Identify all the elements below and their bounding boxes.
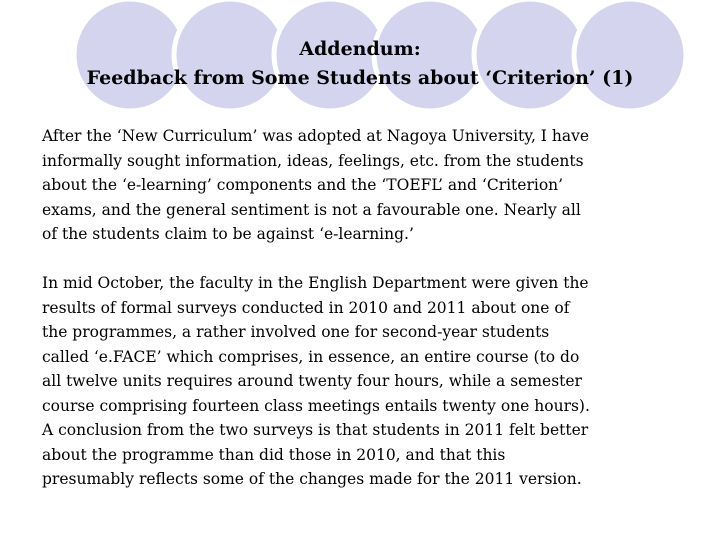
paragraph-line: presumably reflects some of the changes made for the 2011 version. xyxy=(42,470,582,488)
paragraph-line: After the ‘New Curriculum’ was adopted at Nagoya University, I have xyxy=(42,127,590,145)
paragraph-line: about the programme than did those in 2010, and that this xyxy=(42,445,506,464)
paragraph-line: about the ‘e-learning’ components and the ‘TOEFL’ and ‘Criterion’ xyxy=(42,176,564,194)
paragraph-2 xyxy=(42,271,692,492)
paragraph-line: exams, and the general sentiment is not a favourable one. Nearly all xyxy=(42,200,581,219)
paragraph-line: called ‘e.FACE’ which comprises, in essence, an entire course (to do xyxy=(42,347,580,366)
slide-title xyxy=(20,35,700,93)
title-line-2: Feedback from Some Students about ‘Criterion’ (1) xyxy=(86,67,634,89)
paragraph-line: results of formal surveys conducted in 2010 and 2011 about one of xyxy=(42,298,570,317)
paragraph-line: A conclusion from the two surveys is that students in 2011 felt better xyxy=(42,421,589,439)
paragraph-1 xyxy=(42,124,692,247)
title-line-1: Addendum: xyxy=(299,38,421,60)
paragraph-line: all twelve units requires around twenty four hours, while a semester xyxy=(42,372,582,390)
paragraph-line: In mid October, the faculty in the English Department were given the xyxy=(42,274,589,292)
paragraph-line: course comprising fourteen class meetings entails twenty one hours). xyxy=(42,396,590,415)
paragraph-line: informally sought information, ideas, feelings, etc. from the students xyxy=(42,151,584,170)
paragraph-line: of the students claim to be against ‘e-learning.’ xyxy=(42,225,414,243)
paragraph-line: the programmes, a rather involved one for second-year students xyxy=(42,323,550,341)
